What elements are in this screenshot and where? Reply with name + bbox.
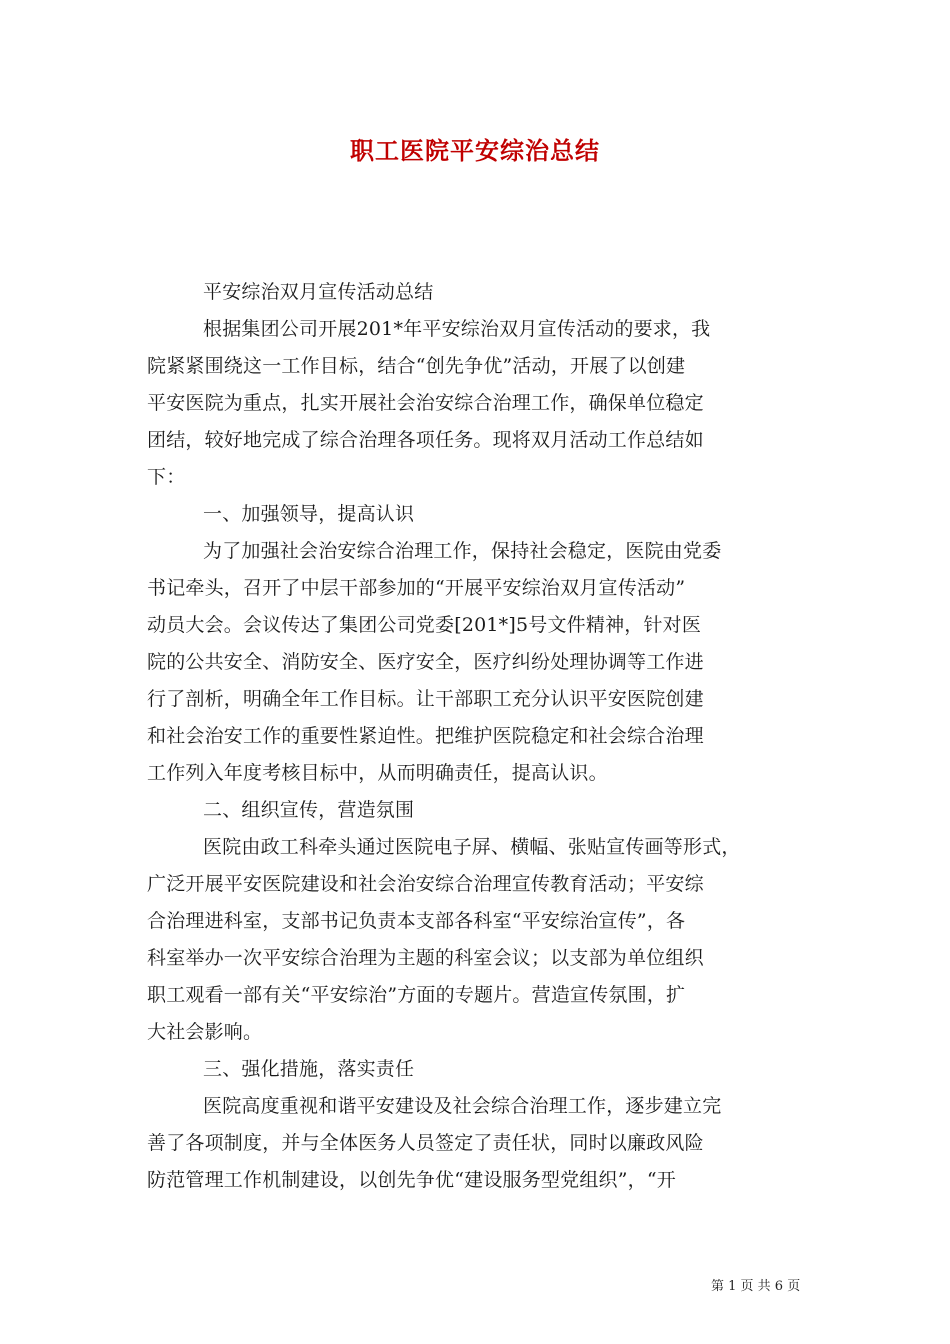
text-line: 广泛开展平安医院建设和社会治安综合治理宣传教育活动；平安综 <box>147 873 704 895</box>
text-line: 为了加强社会治安综合治理工作，保持社会稳定，医院由党委 <box>203 540 722 562</box>
text-line: 和社会治安工作的重要性紧迫性。把维护医院稳定和社会综合治理 <box>147 725 704 747</box>
text-line: 合治理进科室，支部书记负责本支部各科室“平安综治宣传”，各 <box>147 910 686 932</box>
text-line: 工作列入年度考核目标中，从而明确责任，提高认识。 <box>147 762 608 784</box>
text-line: 根据集团公司开展201*年平安综治双月宣传活动的要求，我 <box>203 318 711 340</box>
text-line: 三、强化措施，落实责任 <box>203 1058 415 1080</box>
text-line: 科室举办一次平安综合治理为主题的科室会议；以支部为单位组织 <box>147 947 704 969</box>
document-title: 职工医院平安综治总结 <box>350 136 600 165</box>
text-line: 防范管理工作机制建设，以创先争优“建设服务型党组织”，“开 <box>147 1169 676 1191</box>
text-line: 平安医院为重点，扎实开展社会治安综合治理工作，确保单位稳定 <box>147 392 704 414</box>
text-line: 二、组织宣传，营造氛围 <box>203 799 415 821</box>
text-line: 一、加强领导，提高认识 <box>203 503 415 525</box>
text-line: 大社会影响。 <box>147 1021 263 1043</box>
text-line: 医院由政工科牵头通过医院电子屏、横幅、张贴宣传画等形式， <box>203 836 741 858</box>
text-line: 下： <box>147 466 186 488</box>
text-line: 职工观看一部有关“平安综治”方面的专题片。营造宣传氛围，扩 <box>147 984 686 1006</box>
text-line: 团结，较好地完成了综合治理各项任务。现将双月活动工作总结如 <box>147 429 704 451</box>
text-line: 院的公共安全、消防安全、医疗安全，医疗纠纷处理协调等工作进 <box>147 651 704 673</box>
page-number: 第 1 页 共 6 页 <box>711 1279 801 1294</box>
text-line: 书记牵头，召开了中层干部参加的“开展平安综治双月宣传活动” <box>147 577 686 599</box>
text-line: 院紧紧围绕这一工作目标，结合“创先争优”活动，开展了以创建 <box>147 355 686 377</box>
text-line: 行了剖析，明确全年工作目标。让干部职工充分认识平安医院创建 <box>147 688 704 710</box>
text-line: 动员大会。会议传达了集团公司党委[201*]5号文件精神，针对医 <box>147 614 702 636</box>
text-line: 平安综治双月宣传活动总结 <box>203 281 434 303</box>
text-line: 善了各项制度，并与全体医务人员签定了责任状，同时以廉政风险 <box>147 1132 704 1154</box>
document-body <box>147 274 817 1199</box>
text-line: 医院高度重视和谐平安建设及社会综合治理工作，逐步建立完 <box>203 1095 722 1117</box>
